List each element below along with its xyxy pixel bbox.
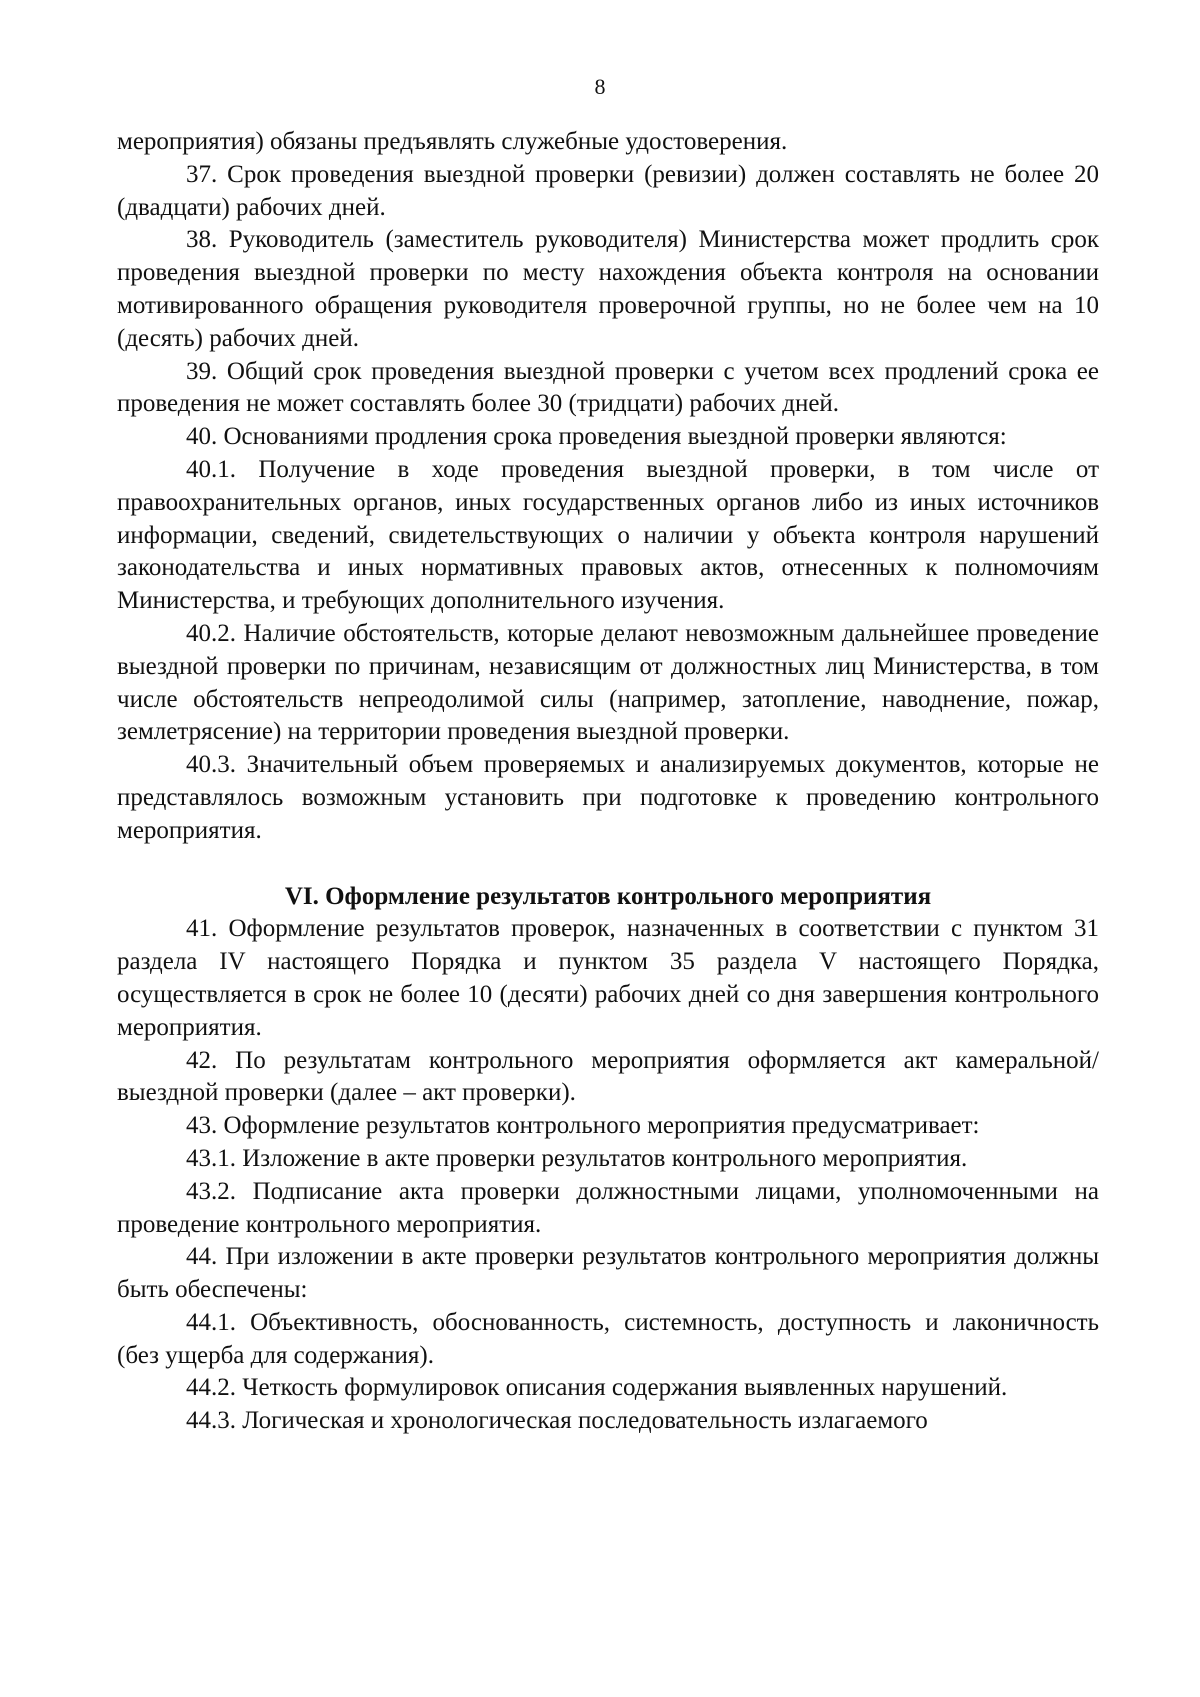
paragraph-44-2: 44.2. Четкость формулировок описания содержания выявленных нарушений. [186,1374,1008,1402]
paragraph-40-2: 40.2. Наличие обстоятельств, которые делают невозможным дальнейшее проведение выездной проверки по причинам, независящим от должностных лиц Министерства, в том числе обстоятельств непреодолимой силы (например, затопление, наводнение, пожар, землетрясение) на территории проведения выездной проверки. [117,619,1099,746]
paragraph-40-1: 40.1. Получение в ходе проведения выездной проверки, в том числе от правоохранительных органов, иных государственных органов либо из иных источников информации, сведений, свидетельствующих о наличии у объекта контроля нарушений законодательства и иных нормативных правовых актов, отнесенных к полномочиям Министерства, и требующих дополнительного изучения. [117,455,1099,615]
paragraph-44-3: 44.3. Логическая и хронологическая последовательность излагаемого [186,1407,928,1435]
paragraph-44: 44. При изложении в акте проверки результатов контрольного мероприятия должны быть обеспечены: [117,1243,1099,1304]
document-body [117,126,1099,1438]
section-heading: VI. Оформление результатов контрольного мероприятия [284,882,932,910]
paragraph-41: 41. Оформление результатов проверок, назначенных в соответствии с пунктом 31 раздела IV настоящего Порядка и пунктом 35 раздела V настоящего Порядка, осуществляется в срок не более 10 (десяти) рабочих дней со дня завершения контрольного мероприятия. [117,915,1099,1041]
paragraph-40: 40. Основаниями продления срока проведения выездной проверки являются: [186,423,1007,451]
page-number: 8 [594,74,606,99]
paragraph-40-3: 40.3. Значительный объем проверяемых и анализируемых документов, которые не представлялось возможным установить при подготовке к проведению контрольного мероприятия. [117,751,1099,844]
paragraph-43-2: 43.2. Подписание акта проверки должностными лицами, уполномоченными на проведение контрольного мероприятия. [117,1177,1099,1238]
paragraph-37: 37. Срок проведения выездной проверки (ревизии) должен составлять не более 20 (двадцати) рабочих дней. [117,160,1099,221]
paragraph-43: 43. Оформление результатов контрольного мероприятия предусматривает: [186,1112,980,1140]
paragraph-39: 39. Общий срок проведения выездной проверки с учетом всех продлений срока ее проведения не может составлять более 30 (тридцати) рабочих дней. [117,357,1099,418]
section-spacer [117,848,1099,881]
paragraph-44-1: 44.1. Объективность, обоснованность, системность, доступность и лаконичность (без ущерба для содержания). [117,1308,1099,1369]
paragraph-42: 42. По результатам контрольного мероприятия оформляется акт камеральной/выездной проверки (далее – акт проверки). [117,1046,1099,1107]
paragraph-43-1: 43.1. Изложение в акте проверки результатов контрольного мероприятия. [186,1144,968,1172]
paragraph-38: 38. Руководитель (заместитель руководителя) Министерства может продлить срок проведения выездной проверки по месту нахождения объекта контроля на основании мотивированного обращения руководителя проверочной группы, но не более чем на 10 (десять) рабочих дней. [117,226,1099,352]
paragraph-continuation: мероприятия) обязаны предъявлять служебные удостоверения. [117,128,788,155]
